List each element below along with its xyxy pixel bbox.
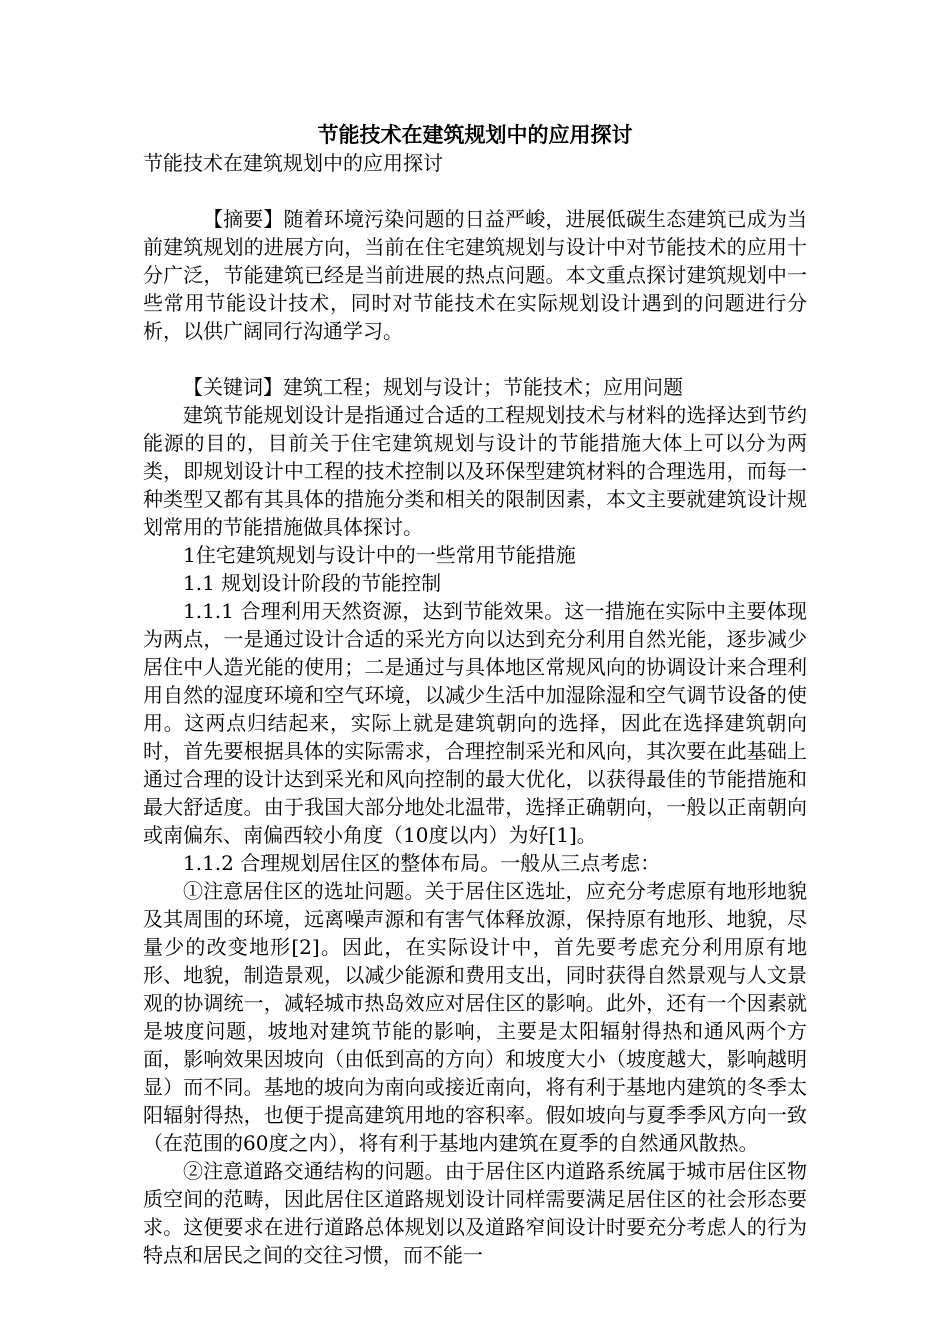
body-paragraph: 1.1.2 合理规划居住区的整体布局。一般从三点考虑：	[183, 851, 661, 875]
abstract-paragraph: 【摘要】随着环境污染问题的日益严峻，进展低碳生态建筑已成为当前建筑规划的进展方向，当前在住宅建筑规划与设计中对节能技术的应用十分广泛，节能建筑已经是当前进展的热点问题。本文重点探讨建筑规划中一些常用节能设计技术，同时对节能技术在实际规划设计遇到的问题进行分析，以供广阔同行沟通学习。	[143, 207, 807, 343]
body-paragraph: 1.1.1 合理利用天然资源，达到节能效果。这一措施在实际中主要体现为两点，一是通过设计合适的采光方向以达到充分利用自然光能，逐步减少居住中人造光能的使用；二是通过与具体地区常规风向的协调设计来合理利用自然的湿度环境和空气环境，以减少生活中加湿除湿和空气调节设备的使用。这两点归结起来，实际上就是建筑朝向的选择，因此在选择建筑朝向时，首先要根据具体的实际需求，合理控制采光和风向，其次要在此基础上通过合理的设计达到采光和风向控制的最大优化，以获得最佳的节能措施和最大舒适度。由于我国大部分地处北温带，选择正确朝向，一般以正南朝向或南偏东、南偏西较小角度（10度以内）为好[1]。	[143, 599, 807, 847]
document-page	[143, 121, 807, 1269]
blank-line	[143, 345, 807, 373]
subsection-heading: 1.1 规划设计阶段的节能控制	[183, 571, 442, 595]
body-paragraph: 建筑节能规划设计是指通过合适的工程规划技术与材料的选择达到节约能源的目的，目前关于住宅建筑规划与设计的节能措施大体上可以分为两类，即规划设计中工程的技术控制以及环保型建筑材料的合理选用，而每一种类型又都有其具体的措施分类和相关的限制因素，本文主要就建筑设计规划常用的节能措施做具体探讨。	[143, 403, 807, 539]
section-heading: 1住宅建筑规划与设计中的一些常用节能措施	[183, 543, 576, 567]
body-paragraph: ②注意道路交通结构的问题。由于居住区内道路系统属于城市居住区物质空间的范畴，因此居住区道路规划设计同样需要满足居住区的社会形态要求。这便要求在进行道路总体规划以及道路窄间设计时要充分考虑人的行为特点和居民之间的交往习惯，而不能一	[143, 1159, 807, 1267]
body-paragraph: ①注意居住区的选址问题。关于居住区选址，应充分考虑原有地形地貌及其周围的环境，远离噪声源和有害气体释放源，保持原有地形、地貌，尽量少的改变地形[2]。因此，在实际设计中，首先要考虑充分利用原有地形、地貌，制造景观，以减少能源和费用支出，同时获得自然景观与人文景观的协调统一，减轻城市热岛效应对居住区的影响。此外，还有一个因素就是坡度问题，坡地对建筑节能的影响，主要是太阳辐射得热和通风两个方面，影响效果因坡向（由低到高的方向）和坡度大小（坡度越大，影响越明显）而不同。基地的坡向为南向或接近南向，将有利于基地内建筑的冬季太阳辐射得热，也便于提高建筑用地的容积率。假如坡向与夏季季风方向一致（在范围的60度之内），将有利于基地内建筑在夏季的自然通风散热。	[143, 879, 807, 1155]
keywords-paragraph: 【关键词】建筑工程；规划与设计；节能技术；应用问题	[183, 375, 683, 399]
blank-line	[143, 177, 807, 205]
document-title: 节能技术在建筑规划中的应用探讨	[317, 122, 633, 147]
document-subtitle: 节能技术在建筑规划中的应用探讨	[143, 151, 443, 175]
